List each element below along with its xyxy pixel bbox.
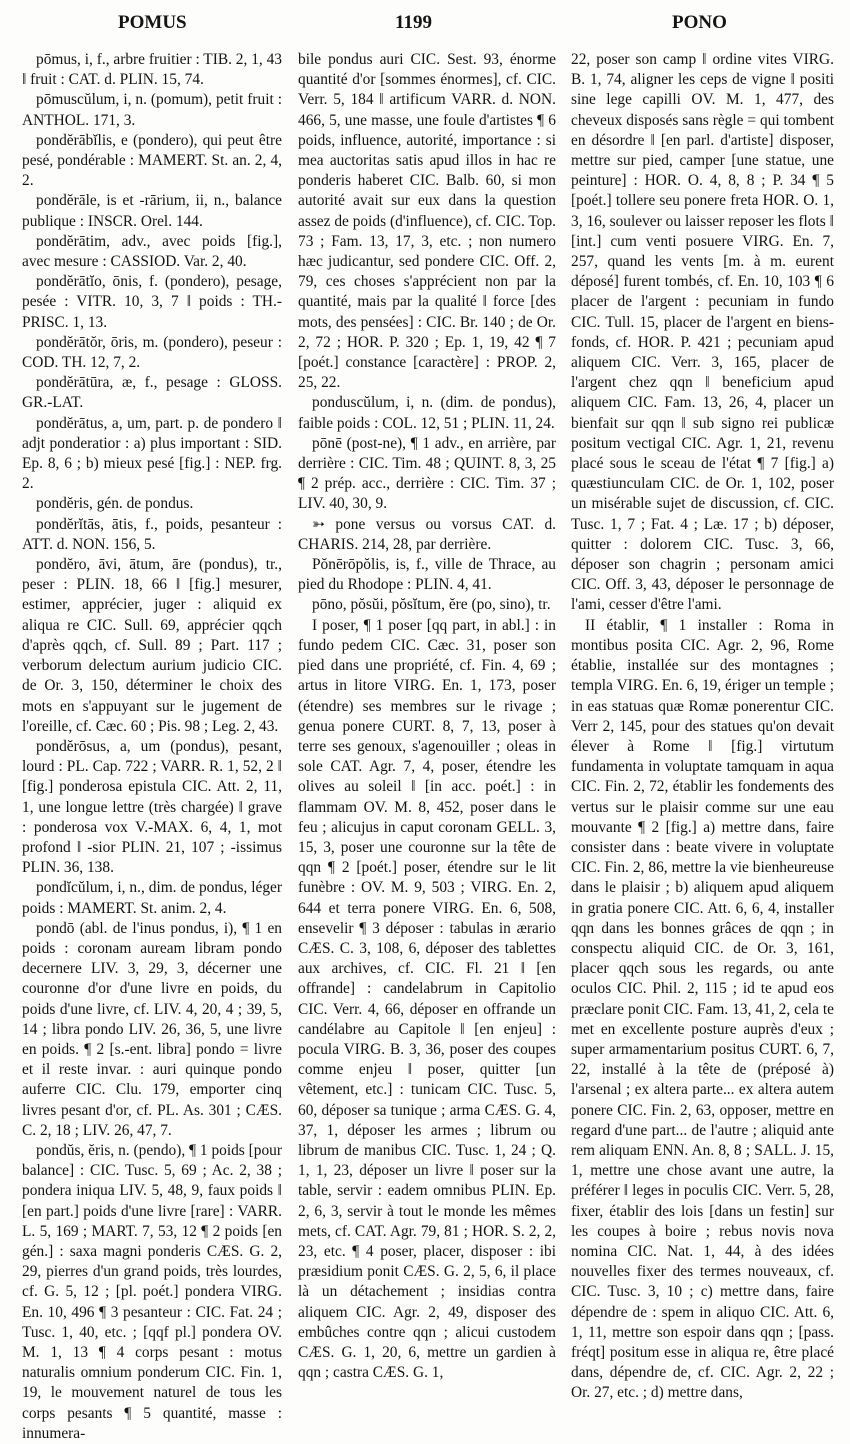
entry-ponderabilis: pondĕrābĭlis, e (pondero), qui peut être pesé, pondérable : MAMERT. St. an. 2, 4, 2. — [22, 131, 282, 190]
column-1 — [22, 50, 282, 1442]
entry-ponderatura: pondĕrātūra, æ, f., pesage : GLOSS. GR.-LAT. — [22, 374, 282, 412]
column-3 — [571, 50, 835, 1402]
entry-ponderis: pondĕris, gén. de pondus. — [36, 495, 194, 513]
text-columns — [0, 50, 850, 1442]
running-head-right: PONO — [672, 12, 727, 33]
entry-ponderosus: pondĕrōsus, a, um (pondus), pesant, lourd : PL. Cap. 722 ; VARR. R. 1, 52, 2 ‖ [fig.] ponderosa epistula CIC. Att. 2, 11, 1, une longue lettre (très chargée) ‖ grave : ponderosa vox V.-MAX. 6, 4, 1, mot profond ‖ -sior PLIN. 21, 107 ; -issimus PLIN. 36, 138. — [22, 737, 282, 877]
column-2 — [298, 50, 556, 1382]
entry-pondo: pondō (abl. de l'inus pondus, i), ¶ 1 en poids : coronam auream libram pondo decernere LIV. 3, 29, 3, décerner une couronne d'or d'une livre en poids, du poids d'une livre, cf. LIV. 4, 20, 4 ; 39, 5, 14 ; libra pondo LIV. 26, 36, 5, une livre en poids. ¶ 2 [s.-ent. libra] pondo = livre et il reste invar. : auri quinque pondo auferre CIC. Clu. 179, emporter cinq livres pesant d'or, cf. PL. As. 301 ; CÆS. C. 2, 18 ; LIV. 26, 47, 7. — [22, 919, 282, 1139]
entry-ponderitas: pondĕrĭtās, ātis, f., poids, pesanteur : ATT. d. NON. 156, 5. — [22, 515, 282, 553]
entry-ponderatim: pondĕrātim, adv., avec poids [fig.], avec mesure : CASSIOD. Var. 2, 40. — [22, 232, 282, 271]
entry-pondus-continued: bile pondus auri CIC. Sest. 93, énorme quantité d'or [sommes énormes], cf. CIC. Verr. 5, 184 ‖ artificum VARR. d. NON. 466, 5, une masse, une foule d'artistes ¶ 6 poids, influence, autorité, importance : si mea auctoritas satis apud illos in hac re ponderis haberet CIC. Balb. 60, si mon autorité avait sur eux dans la question assez de poids (d'influence), cf. CIC. Top. 73 ; Fam. 13, 17, 3, etc. ; non numero hæc judicantur, sed pondere CIC. Off. 2, 79, ces choses s'apprécient non par la quantité, mais par la qualité ‖ force [des mots, des pensées] : CIC. Br. 140 ; de Or. 2, 72 ; HOR. P. 320 ; Ep. 1, 19, 42 ¶ 7 [poét.] constance [caractère] : PROP. 2, 25, 22. — [298, 51, 556, 392]
entry-pondero: pondĕro, āvi, ātum, āre (pondus), tr., peser : PLIN. 18, 66 ‖ [fig.] mesurer, estimer, apprécier, juger : aliquid ex aliqua re CIC. Sull. 69, apprécier qqch d'après qqch, cf. Sull. 89 ; Part. 117 ; verborum delectum aurium judicio CIC. de Or. 3, 150, déterminer le choix des mots en s'appuyant sur le jugement de l'oreille, cf. Cæc. 60 ; Pis. 98 ; Leg. 2, 43. — [22, 556, 282, 735]
entry-pono-section-1: I poser, ¶ 1 poser [qq part, in abl.] : in fundo pedem CIC. Cæc. 31, poser son pied dans une propriété, cf. Fin. 4, 69 ; artus in litore VIRG. En. 1, 173, poser (étendre) ses membres sur le rivage ; genua ponere CURT. 8, 7, 13, poser à terre ses genoux, s'agenouiller ; oleas in sole CAT. Agr. 7, 4, poser, étendre les olives au soleil ‖ [in acc. poét.] : in flammam OV. M. 8, 452, poser dans le feu ; alicujus in caput coronam GELL. 3, 15, 3, poser une couronne sur la tête de qqn ¶ 2 [poét.] poser, étendre sur le lit funèbre : OV. M. 9, 503 ; VIRG. En. 2, 644 et terra ponere VIRG. En. 6, 508, ensevelir ¶ 3 déposer : tabulas in ærario CÆS. C. 3, 108, 6, déposer des tablettes aux archives, cf. CIC. Fl. 21 ‖ [en offrande] : candelabrum in Capitolio CIC. Verr. 4, 66, déposer en offrande un candélabre au Capitole ‖ [en enjeu] : pocula VIRG. B. 3, 36, poser des coupes comme enjeu ‖ poser, quitter [un vêtement, etc.] : tunicam CIC. Tusc. 5, 60, déposer sa tunique ; arma CÆS. G. 4, 37, 1, déposer les armes ; librum ou librum de manibus CIC. Tusc. 1, 24 ; Q. 1, 1, 23, déposer un livre ‖ poser sur la table, servir : eadem omnibus PLIN. Ep. 2, 6, 3, servir à tout le monde les mêmes mets, cf. CAT. Agr. 79, 81 ; HOR. S. 2, 2, 23, etc. ¶ 4 poser, placer, disposer : ibi præsidium ponit CÆS. G. 2, 5, 6, il place là un détachement ; insidias contra aliquem CIC. Agr. 2, 49, disposer des embûches contre qqn ; alicui custodem CÆS. G. 1, 20, 6, mettre un gardien à qqn ; castra CÆS. G. 1, — [298, 616, 556, 1382]
entry-poneropolis: Pŏnērōpŏlis, is, f., ville de Thrace, au pied du Rhodope : PLIN. 4, 41. — [298, 556, 556, 594]
entry-pondiculum: pondĭcŭlum, i, n., dim. de pondus, léger poids : MAMERT. St. anim. 2, 4. — [22, 879, 282, 917]
entry-ponderatio: pondĕrātĭo, ōnis, f. (pondero), pesage, pesée : VITR. 10, 3, 7 ‖ poids : TH.-PRISC. 1, 13. — [22, 273, 282, 331]
page-number: 1199 — [395, 12, 432, 33]
entry-ponderatus: pondĕrātus, a, um, part. p. de pondero ‖ adjt ponderatior : a) plus important : SID. Ep. 8, 6 ; b) mieux pesé [fig.] : NEP. frg. 2. — [22, 414, 282, 493]
entry-pondus: pondŭs, ĕris, n. (pendo), ¶ 1 poids [pour balance] : CIC. Tusc. 5, 69 ; Ac. 2, 38 ; pondera iniqua LIV. 5, 48, 9, faux poids ‖ [en part.] poids d'une livre [rare] : VARR. L. 5, 169 ; MART. 7, 53, 12 ¶ 2 poids [en gén.] : saxa magni ponderis CÆS. G. 2, 29, pierres d'un grand poids, très lourdes, cf. G. 5, 12 ; [pl. poét.] pondera VIRG. En. 10, 496 ¶ 3 pesanteur : CIC. Fat. 24 ; Tusc. 1, 40, etc. ; [qqf pl.] pondera OV. M. 1, 13 ¶ 4 corps pesant : motus naturalis omnium ponderum CIC. Fin. 1, 19, le mouvement naturel de tous les corps pesants ¶ 5 quantité, masse : innumera- — [22, 1141, 282, 1442]
entry-pono: pōno, pŏsŭi, pŏsĭtum, ĕre (po, sino), tr. — [312, 596, 551, 614]
entry-pone: pōnē (post-ne), ¶ 1 adv., en arrière, par derrière : CIC. Tim. 48 ; QUINT. 8, 3, 25 ¶ 2 prép. acc., derrière : CIC. Tim. 37 ; LIV. 40, 30, 9. — [298, 434, 556, 513]
running-head-left: POMUS — [118, 12, 187, 33]
entry-pono-section-1-continued: 22, poser son camp ‖ ordine vites VIRG. B. 1, 74, aligner les ceps de vigne ‖ positi sine lege capilli OV. M. 1, 477, des cheveux disposés sans règle = qui tombent en désordre ‖ [en parl. d'artiste] disposer, mettre sur pied, camper [une statue, une peinture] : HOR. O. 4, 8, 8 ; P. 34 ¶ 5 [poét.] tollere seu ponere freta HOR. O. 1, 3, 16, soulever ou laisser reposer les flots ‖ [int.] cum venti posuere VIRG. En. 7, 257, quand les vents [m. à m. eurent déposé] furent tombés, cf. En. 10, 103 ¶ 6 placer de l'argent : pecuniam in fundo CIC. Tull. 15, placer de l'argent en biens-fonds, cf. HOR. P. 421 ; pecuniam apud aliquem CIC. Verr. 3, 165, placer de l'argent chez qqn ‖ beneficium apud aliquem CIC. Fam. 13, 26, 4, placer un bienfait sur qqn ‖ sub signo rei publicæ positum vectigal CIC. Agr. 1, 21, revenu placé sous le sceau de l'état ¶ 7 [fig.] a) quæstiunculam CIC. de Or. 1, 102, poser un misérable sujet de discussion, cf. CIC. Tusc. 1, 7 ; Fat. 4 ; Læ. 17 ; b) déposer, quitter : dolorem CIC. Tusc. 3, 66, déposer son chagrin ; personam amici CIC. Off. 3, 43, déposer le personnage de l'ami, cesser d'être l'ami. — [571, 51, 834, 614]
entry-pono-section-2: II établir, ¶ 1 installer : Roma in montibus posita CIC. Agr. 2, 96, Rome établie, installée sur des montagnes ; templa VIRG. En. 6, 19, ériger un temple ; in eas statuas quæ Romæ ponerentur CIC. Verr 2, 145, pour des statues qu'on devait élever à Rome ‖ [fig.] virtutum fundamenta in voluptate tamquam in aqua CIC. Fin. 2, 72, établir les fondements des vertus sur le plaisir comme sur une eau mouvante ¶ 2 [fig.] a) mettre dans, faire consister dans : beate vivere in voluptate CIC. Fin. 2, 86, mettre la vie bienheureuse dans le plaisir ; b) aliquem apud aliquem in gratia ponere CIC. Att. 6, 6, 4, installer qqn dans les bonnes grâces de qqn ; in conspectu aliquid CIC. de Or. 3, 161, placer qqch sous les regards, ou ante oculos CIC. Phil. 2, 115 ; id te apud eos præclare ponit CIC. Fam. 13, 41, 2, cela te met en excellente posture auprès d'eux ; super armamentarium positus CURT. 6, 7, 22, installé à la tête de (préposé à) l'arsenal ; ex altera parte... ex altera autem ponere CIC. Fin. 2, 63, opposer, mettre en regard d'une part... de l'autre ; aliquid ante rem aliquam ENN. An. 8, 8 ; SALL. J. 15, 1, mettre une chose avant une autre, la préférer ‖ leges in poculis CIC. Verr. 5, 28, fixer, établir des lois [dans un festin] sur les coupes à boire ; rebus novis nova nomina CIC. Nat. 1, 44, à des idées nouvelles fixer des termes nouveaux, cf. CIC. Tusc. 3, 10 ; c) mettre dans, faire dépendre de : spem in aliquo CIC. Att. 6, 1, 11, mettre son espoir dans qqn ; [pass. fréqt] positum esse in aliqua re, être placé dans, dépendre de, cf. CIC. Agr. 2, 22 ; Or. 27, etc. ; d) mettre dans, — [571, 616, 835, 1402]
entry-pomus: pōmus, i, f., arbre fruitier : TIB. 2, 1, 43 ‖ fruit : CAT. d. PLIN. 15, 74. — [22, 51, 282, 89]
entry-pone-versus: ➳ pone versus ou vorsus CAT. d. CHARIS. 214, 28, par derrière. — [298, 515, 556, 553]
entry-pomusculum: pōmuscŭlum, i, n. (pomum), petit fruit : ANTHOL. 171, 3. — [22, 91, 282, 129]
entry-ponderale: pondĕrāle, is et -rārium, ii, n., balance publique : INSCR. Orel. 144. — [22, 192, 282, 230]
running-head — [0, 6, 850, 40]
entry-ponderator: pondĕrātŏr, ōris, m. (pondero), peseur : COD. TH. 12, 7, 2. — [22, 333, 282, 372]
entry-ponduscullum: ponduscŭlum, i, n. (dim. de pondus), faible poids : COL. 12, 51 ; PLIN. 11, 24. — [298, 394, 556, 432]
